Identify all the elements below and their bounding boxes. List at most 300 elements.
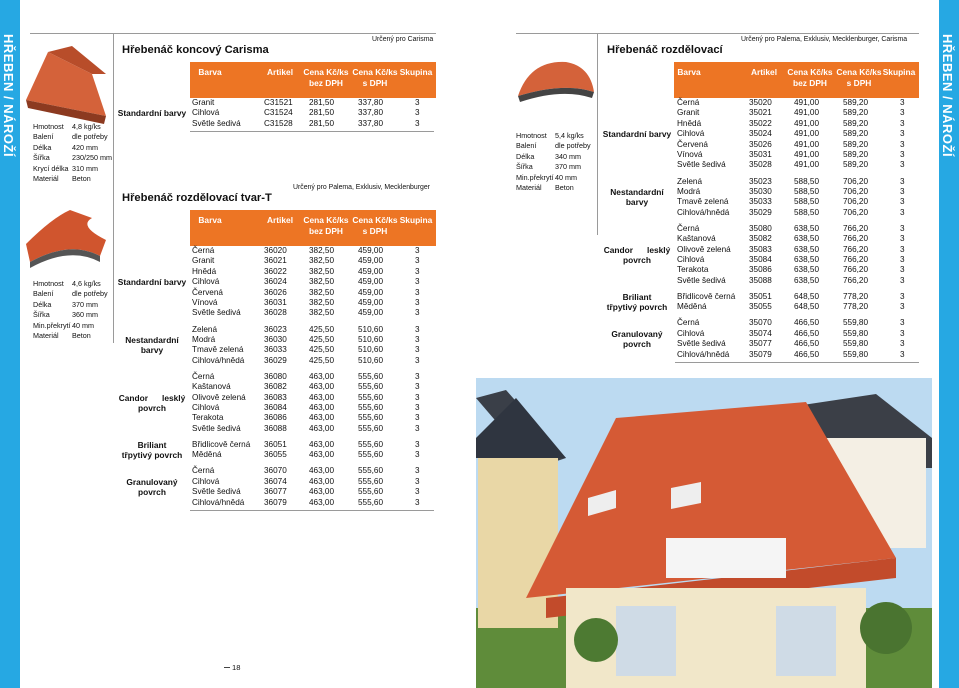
carisma-title: Hřebenáč koncový Carisma: [122, 44, 269, 56]
cell-price-net: 638,50: [794, 275, 820, 285]
cell-article: 36031: [264, 298, 287, 307]
cell-article: 36033: [264, 345, 287, 355]
table-row: [677, 197, 927, 207]
t-ridge-tile-image: [22, 200, 110, 270]
cell-price-gross: 459,00: [358, 308, 384, 318]
cell-article: 36029: [264, 355, 287, 365]
col-cena-bez: Cena Kč/ks bez DPH: [303, 215, 349, 236]
cell-color: Cihlová: [192, 476, 220, 486]
cell-group: 3: [415, 450, 420, 460]
cell-color: Světle šedivá: [677, 275, 726, 285]
cell-price-net: 463,00: [309, 439, 335, 449]
cell-price-gross: 510,60: [358, 355, 384, 365]
spec-label: Šířka: [33, 310, 50, 320]
cell-color: Olivově zelená: [192, 392, 246, 402]
cell-price-net: 281,50: [309, 108, 335, 118]
tvar-t-specs: [33, 279, 108, 341]
cell-price-gross: 459,00: [358, 246, 384, 255]
cell-price-gross: 766,20: [843, 275, 869, 285]
table-row: [192, 487, 442, 497]
cell-article: 36079: [264, 497, 287, 507]
spec-label: Materiál: [516, 183, 542, 193]
spec-value: dle potřeby: [72, 289, 108, 299]
cell-color: Vínová: [192, 298, 218, 307]
cell-group: 3: [415, 334, 420, 344]
cell-price-net: 491,00: [794, 150, 820, 159]
cell-article: 35051: [749, 291, 772, 301]
cell-color: Granit: [677, 108, 700, 118]
cell-price-gross: 555,60: [358, 466, 384, 476]
carisma-specs: [33, 122, 112, 184]
group-label: Nestandardní barvy: [610, 186, 664, 208]
cell-group: 3: [415, 413, 420, 423]
cell-group: 3: [900, 98, 905, 107]
spec-value: dle potřeby: [72, 132, 108, 142]
cell-group: 3: [900, 150, 905, 159]
cell-group: 3: [415, 392, 420, 402]
cell-price-gross: 459,00: [358, 266, 384, 276]
cell-article: 36028: [264, 308, 287, 318]
col-cena-s: Cena Kč/ks s DPH: [352, 215, 398, 236]
cell-price-gross: 559,80: [843, 318, 869, 328]
col-skupina: Skupina: [399, 67, 433, 77]
cell-article: 36022: [264, 266, 287, 276]
cell-article: 35088: [749, 275, 772, 285]
cell-article: 36074: [264, 476, 287, 486]
cell-article: 35070: [749, 318, 772, 328]
cell-group: 3: [900, 349, 905, 359]
cell-article: 36030: [264, 334, 287, 344]
spec-label: Délka: [33, 142, 52, 152]
rozd-specs: [516, 131, 591, 193]
cell-price-net: 382,50: [309, 287, 335, 297]
cell-group: 3: [900, 275, 905, 285]
cell-group: 3: [900, 302, 905, 312]
cell-color: Cihlová/hnědá: [192, 497, 245, 507]
cell-price-net: 425,50: [309, 334, 335, 344]
spec-value: 370 mm: [72, 299, 98, 309]
carisma-ridge-tile-image: [20, 38, 110, 128]
cell-group: 3: [415, 324, 420, 334]
cell-group: 3: [900, 108, 905, 118]
table-row: [192, 267, 442, 277]
table-row: [192, 477, 442, 487]
cell-group: 3: [415, 108, 420, 118]
cell-article: 36055: [264, 450, 287, 460]
cell-color: Tmavě zelená: [677, 197, 729, 207]
cell-group: 3: [415, 345, 420, 355]
cell-article: 35020: [749, 98, 772, 107]
table-row: [192, 246, 442, 256]
spec-label: Hmotnost: [33, 122, 64, 131]
table-row: [677, 255, 927, 265]
cell-price-net: 638,50: [794, 234, 820, 244]
cell-price-gross: 510,60: [358, 345, 384, 355]
spec-label: Délka: [33, 299, 52, 309]
cell-price-gross: 337,80: [358, 108, 384, 118]
col-cena-s: Cena Kč/ks s DPH: [836, 67, 882, 88]
spec-value: 230/250 mm: [72, 153, 112, 163]
cell-color: Černá: [677, 318, 700, 328]
cell-price-net: 638,50: [794, 244, 820, 254]
table-row: [677, 98, 927, 108]
col-cena-bez: Cena Kč/ks bez DPH: [303, 67, 349, 88]
house-photo: [476, 378, 932, 688]
cell-price-gross: 555,60: [358, 450, 384, 460]
table-row: [192, 98, 442, 108]
col-skupina: Skupina: [882, 67, 916, 77]
cell-price-net: 382,50: [309, 298, 335, 307]
table-bottom-rule: [190, 131, 434, 132]
cell-price-gross: 778,20: [843, 302, 869, 312]
spec-value: Beton: [72, 331, 91, 341]
cell-color: Měděná: [677, 302, 707, 312]
table-row: [192, 108, 442, 118]
cell-article: 36077: [264, 487, 287, 497]
cell-color: Černá: [677, 223, 700, 233]
cell-price-net: 491,00: [794, 129, 820, 139]
cell-group: 3: [415, 487, 420, 497]
spec-value: dle potřeby: [555, 141, 591, 151]
cell-price-net: 463,00: [309, 392, 335, 402]
table-row: [677, 292, 927, 302]
table-row: [192, 393, 442, 403]
cell-group: 3: [900, 160, 905, 170]
cell-price-gross: 766,20: [843, 234, 869, 244]
col-barva: Barva: [677, 67, 701, 77]
table-row: [677, 318, 927, 328]
cell-article: 35033: [749, 197, 772, 207]
cell-color: Modrá: [192, 334, 216, 344]
table-row: [677, 119, 927, 129]
table-bottom-rule: [190, 510, 434, 511]
top-rule-right: [516, 33, 919, 34]
group-label: Standardní barvy: [117, 277, 187, 288]
cell-color: Kaštanová: [192, 382, 231, 392]
cell-article: 35028: [749, 160, 772, 170]
cell-price-gross: 555,60: [358, 487, 384, 497]
cell-price-net: 491,00: [794, 108, 820, 118]
table-row: [192, 372, 442, 382]
cell-price-gross: 555,60: [358, 423, 384, 433]
cell-group: 3: [415, 423, 420, 433]
table-row: [192, 308, 442, 318]
cell-price-gross: 459,00: [358, 277, 384, 287]
col-artikel: Artikel: [266, 215, 294, 225]
spec-label: Šířka: [516, 162, 533, 172]
cell-color: Cihlová: [677, 328, 705, 338]
table-row: [192, 466, 442, 476]
col-artikel: Artikel: [750, 67, 778, 77]
table-row: [677, 208, 927, 218]
spec-label: Balení: [516, 141, 537, 151]
tvar-t-note: Určený pro Palema, Exklusiv, Mecklenburger: [293, 184, 430, 191]
cell-price-net: 638,50: [794, 255, 820, 265]
spec-label: Min.překrytí: [516, 172, 554, 182]
cell-price-gross: 766,20: [843, 244, 869, 254]
group-label: Granulovaný povrch: [611, 328, 663, 350]
cell-article: 36051: [264, 439, 287, 449]
cell-price-gross: 778,20: [843, 291, 869, 301]
cell-price-gross: 706,20: [843, 176, 869, 186]
cell-group: 3: [900, 255, 905, 265]
table-row: [192, 345, 442, 355]
group-label: Nestandardní barvy: [125, 334, 179, 356]
spec-value: 310 mm: [72, 163, 98, 173]
table-row: [192, 498, 442, 508]
cell-price-gross: 706,20: [843, 207, 869, 217]
cell-price-gross: 337,80: [358, 98, 384, 107]
page-number-rule: [224, 667, 230, 668]
cell-price-net: 588,50: [794, 207, 820, 217]
cell-group: 3: [900, 328, 905, 338]
cell-price-gross: 589,20: [843, 150, 869, 159]
cell-color: Kaštanová: [677, 234, 716, 244]
table-row: [677, 276, 927, 286]
cell-group: 3: [415, 287, 420, 297]
page-number: 18: [232, 663, 241, 672]
cell-color: Červená: [677, 139, 708, 149]
cell-article: 35083: [749, 244, 772, 254]
table-row: [192, 413, 442, 423]
table-row: [192, 256, 442, 266]
cell-group: 3: [900, 186, 905, 196]
spec-value: 340 mm: [555, 151, 581, 161]
cell-article: 36086: [264, 413, 287, 423]
cell-group: 3: [900, 118, 905, 128]
cell-color: Zelená: [192, 324, 218, 334]
cell-color: Cihlová: [677, 255, 705, 265]
cell-price-gross: 555,60: [358, 497, 384, 507]
cell-group: 3: [415, 266, 420, 276]
cell-price-net: 466,50: [794, 349, 820, 359]
cell-price-gross: 589,20: [843, 129, 869, 139]
cell-color: Cihlová/hnědá: [677, 349, 730, 359]
table-row: [192, 403, 442, 413]
cell-color: Černá: [677, 98, 700, 107]
table-row: [677, 160, 927, 170]
cell-article: 35082: [749, 234, 772, 244]
cell-group: 3: [415, 466, 420, 476]
cell-article: 36082: [264, 382, 287, 392]
spec-value: 40 mm: [72, 320, 94, 330]
table-row: [677, 224, 927, 234]
cell-price-net: 463,00: [309, 423, 335, 433]
cell-color: Světle šedivá: [677, 339, 726, 349]
side-tab-right: [939, 0, 959, 688]
cell-price-net: 491,00: [794, 139, 820, 149]
spec-value: 370 mm: [555, 162, 581, 172]
cell-price-gross: 589,20: [843, 108, 869, 118]
cell-price-gross: 589,20: [843, 98, 869, 107]
cell-price-net: 466,50: [794, 318, 820, 328]
spec-value: 360 mm: [72, 310, 98, 320]
table-row: [677, 187, 927, 197]
cell-price-net: 425,50: [309, 324, 335, 334]
spec-label: Min.překrytí: [33, 320, 71, 330]
table-row: [677, 140, 927, 150]
cell-color: Zelená: [677, 176, 703, 186]
cell-price-net: 588,50: [794, 186, 820, 196]
cell-article: 35026: [749, 139, 772, 149]
spec-value: Beton: [72, 174, 91, 184]
group-label: Candor lesklý povrch: [118, 392, 186, 414]
table-row: [192, 335, 442, 345]
cell-article: 36024: [264, 277, 287, 287]
spec-label: Hmotnost: [33, 279, 64, 288]
cell-article: 36088: [264, 423, 287, 433]
cell-group: 3: [415, 277, 420, 287]
cell-price-gross: 706,20: [843, 186, 869, 196]
spec-label: Balení: [33, 289, 54, 299]
cell-price-net: 588,50: [794, 176, 820, 186]
cell-group: 3: [900, 265, 905, 275]
table-row: [192, 382, 442, 392]
rozd-table-header: [674, 62, 919, 98]
table-row: [677, 177, 927, 187]
cell-color: Černá: [192, 246, 215, 255]
rozd-note: Určený pro Palema, Exklusiv, Mecklenburger, Carisma: [741, 36, 908, 43]
col-barva: Barva: [198, 67, 222, 77]
spec-value: 4,8 kg/ks: [72, 122, 101, 131]
cell-color: Cihlová: [192, 108, 220, 118]
cell-price-gross: 510,60: [358, 324, 384, 334]
cell-price-net: 463,00: [309, 413, 335, 423]
cell-group: 3: [415, 371, 420, 381]
cell-article: 35077: [749, 339, 772, 349]
cell-article: 36070: [264, 466, 287, 476]
cell-color: Olivově zelená: [677, 244, 731, 254]
spec-value: 5,4 kg/ks: [555, 131, 584, 140]
cell-color: Terakota: [677, 265, 709, 275]
cell-price-net: 281,50: [309, 98, 335, 107]
spec-label: Materiál: [33, 331, 59, 341]
cell-price-net: 491,00: [794, 98, 820, 107]
cell-color: Terakota: [192, 413, 224, 423]
cell-group: 3: [415, 476, 420, 486]
cell-color: Červená: [192, 287, 223, 297]
cell-color: Světle šedivá: [192, 423, 241, 433]
cell-article: 35080: [749, 223, 772, 233]
spec-label: Krycí délka: [33, 163, 69, 173]
cell-group: 3: [415, 246, 420, 255]
table-row: [677, 150, 927, 160]
cell-price-net: 463,00: [309, 476, 335, 486]
tvar-t-title: Hřebenáč rozdělovací tvar-T: [122, 192, 272, 204]
carisma-note: Určený pro Carisma: [372, 36, 434, 43]
cell-color: Cihlová: [192, 277, 220, 287]
col-artikel: Artikel: [266, 67, 294, 77]
group-label: Briliant třpytivý povrch: [606, 291, 668, 313]
cell-price-net: 425,50: [309, 355, 335, 365]
cell-price-net: 463,00: [309, 382, 335, 392]
table-row: [677, 108, 927, 118]
table-bottom-rule: [675, 362, 919, 363]
cell-price-gross: 555,60: [358, 371, 384, 381]
cell-article: 36020: [264, 246, 287, 255]
table-row: [677, 350, 927, 360]
group-label: Granulovaný povrch: [126, 476, 178, 498]
cell-group: 3: [900, 197, 905, 207]
cell-price-gross: 459,00: [358, 256, 384, 266]
cell-article: 35074: [749, 328, 772, 338]
cell-price-gross: 766,20: [843, 265, 869, 275]
table-row: [677, 265, 927, 275]
cell-article: 35021: [749, 108, 772, 118]
top-rule-left: [30, 33, 436, 34]
cell-color: Vínová: [677, 150, 703, 159]
cell-article: 35055: [749, 302, 772, 312]
cell-price-net: 491,00: [794, 118, 820, 128]
group-label: Standardní barvy: [602, 129, 672, 140]
cell-price-net: 648,50: [794, 302, 820, 312]
spec-value: 4,6 kg/ks: [72, 279, 101, 288]
table-row: [677, 245, 927, 255]
cell-article: 36023: [264, 324, 287, 334]
table-row: [192, 277, 442, 287]
cell-article: C31521: [264, 98, 293, 107]
cell-article: 35084: [749, 255, 772, 265]
cell-article: C31524: [264, 108, 293, 118]
cell-price-net: 382,50: [309, 246, 335, 255]
cell-price-net: 648,50: [794, 291, 820, 301]
cell-price-gross: 555,60: [358, 382, 384, 392]
table-row: [192, 440, 442, 450]
spec-label: Balení: [33, 132, 54, 142]
table-row: [192, 288, 442, 298]
table-row: [192, 119, 442, 129]
table-row: [677, 339, 927, 349]
cell-price-gross: 555,60: [358, 392, 384, 402]
col-skupina: Skupina: [399, 215, 433, 225]
cell-group: 3: [415, 403, 420, 413]
cell-price-gross: 459,00: [358, 298, 384, 307]
cell-group: 3: [415, 308, 420, 318]
cell-color: Cihlová/hnědá: [677, 207, 730, 217]
table-row: [192, 298, 442, 308]
cell-price-gross: 706,20: [843, 197, 869, 207]
cell-color: Břidlicově černá: [677, 291, 736, 301]
cell-group: 3: [900, 318, 905, 328]
cell-price-net: 382,50: [309, 266, 335, 276]
spec-label: Hmotnost: [516, 131, 547, 140]
cell-color: Modrá: [677, 186, 701, 196]
table-row: [192, 325, 442, 335]
side-tab-label: HŘEBEN / NÁROŽÍ: [1, 34, 16, 158]
table-row: [677, 129, 927, 139]
cell-article: C31528: [264, 118, 293, 128]
cell-price-gross: 589,20: [843, 160, 869, 170]
spec-label: Délka: [516, 151, 535, 161]
spec-value: Beton: [555, 183, 574, 193]
cell-article: 35031: [749, 150, 772, 159]
cell-price-gross: 555,60: [358, 403, 384, 413]
cell-price-gross: 555,60: [358, 413, 384, 423]
col-barva: Barva: [198, 215, 222, 225]
cell-price-gross: 337,80: [358, 118, 384, 128]
group-label: Standardní barvy: [117, 108, 187, 119]
cell-price-net: 463,00: [309, 450, 335, 460]
carisma-table-header: [190, 62, 436, 98]
spec-value: 40 mm: [555, 172, 577, 182]
cell-article: 36080: [264, 371, 287, 381]
cell-group: 3: [415, 382, 420, 392]
cell-price-net: 466,50: [794, 339, 820, 349]
table-row: [192, 424, 442, 434]
divider-left: [113, 33, 114, 343]
side-tab-left: [0, 0, 20, 688]
cell-color: Černá: [192, 466, 215, 476]
